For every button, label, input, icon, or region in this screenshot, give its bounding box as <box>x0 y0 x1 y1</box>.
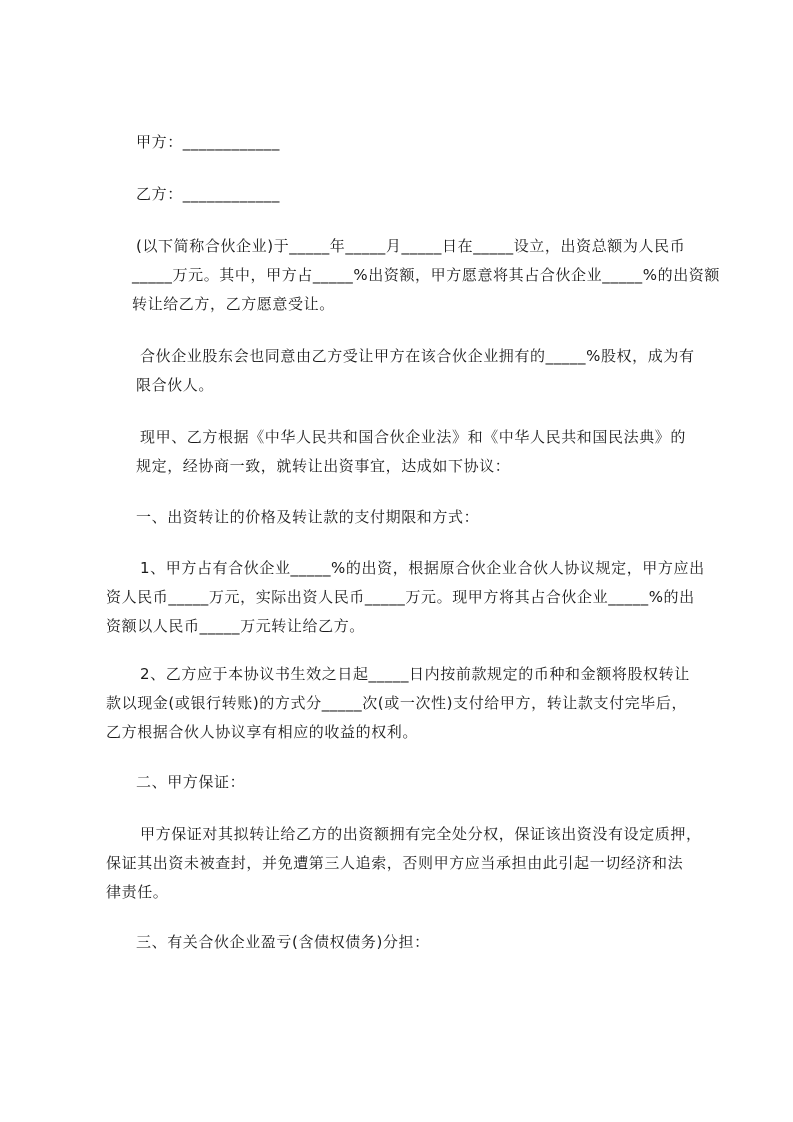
section-3-title: 三、有关合伙企业盈亏(含债权债务)分担： <box>136 933 430 951</box>
section-2-title: 二、甲方保证： <box>136 773 246 791</box>
guarantee-paragraph: 甲方保证对其拟转让给乙方的出资额拥有完全处分权，保证该出资没有设定质押， 保证其出资未被查封，并免遭第三人追索，否则甲方应当承担由此引起一切经济和法 律责任。 <box>106 825 702 901</box>
clause-2-paragraph: 2、乙方应于本协议书生效之日起_____日内按前款规定的币种和金额将股权转让 款以现金(或银行转账)的方式分_____次(或一次性)支付给甲方，转让款支付完毕后， 乙方根据合伙人协议享有相应的收益的权利。 <box>106 665 690 741</box>
party-a-line: 甲方：____________ <box>136 133 281 151</box>
section-1-title: 一、出资转让的价格及转让款的支付期限和方式： <box>136 508 480 526</box>
legal-basis-paragraph: 现甲、乙方根据《中华人民共和国合伙企业法》和《中华人民共和国民法典》的 规定，经协商一致，就转让出资事宜，达成如下协议： <box>136 428 687 475</box>
party-b-line: 乙方：____________ <box>136 185 281 203</box>
intro-paragraph: (以下简称合伙企业)于_____年_____月_____日在_____设立，出资总额为人民币 _____万元。其中，甲方占_____%出资额，甲方愿意将其占合伙企业_____%的出资额 转让给乙方，乙方愿意受让。 <box>132 237 721 313</box>
clause-1-paragraph: 1、甲方占有合伙企业_____%的出资，根据原合伙企业合伙人协议规定，甲方应出 资人民币_____万元，实际出资人民币_____万元。现甲方将其占合伙企业_____%的出 资额以人民币_____万元转让给乙方。 <box>106 559 705 635</box>
shareholder-consent-paragraph: 合伙企业股东会也同意由乙方受让甲方在该合伙企业拥有的_____%股权，成为有 限合伙人。 <box>136 347 695 394</box>
